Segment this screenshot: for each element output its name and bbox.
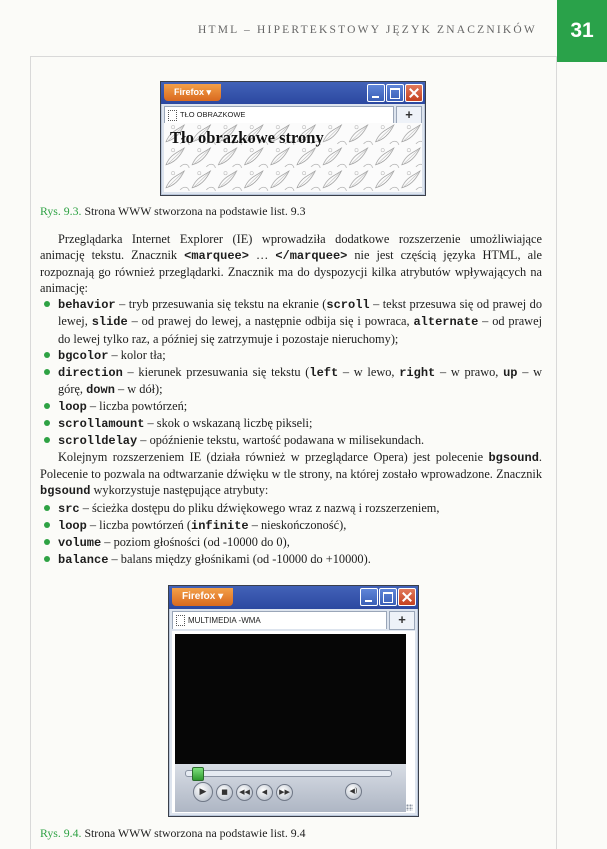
- video-screen[interactable]: [175, 634, 406, 764]
- window-titlebar: [161, 82, 425, 104]
- bullet-icon: [44, 539, 50, 545]
- rewind-icon[interactable]: ◀◀: [236, 784, 253, 801]
- bullet-icon: [44, 369, 50, 375]
- description-text: – kierunek przesuwania się tekstu (: [122, 364, 310, 379]
- code-term: volume: [58, 535, 102, 550]
- bullet-icon: [44, 505, 50, 511]
- attribute-item: [40, 364, 542, 398]
- code-term: scroll: [326, 298, 370, 313]
- attribute-item: [40, 517, 542, 534]
- text: . Polecenie to pozwala na odtwarzanie dźwięku w tle strony, na której zostało wprowadzone. Znacznik: [40, 450, 542, 482]
- code-term: up: [503, 365, 518, 380]
- attribute-item: [40, 347, 542, 364]
- code-term: scrolldelay: [58, 434, 138, 449]
- playback-controls: [193, 782, 293, 802]
- bullet-icon: [44, 301, 50, 307]
- paragraph-marquee: [40, 231, 542, 296]
- attribute-item: [40, 500, 542, 517]
- page-icon: [176, 615, 185, 626]
- tab-row: [164, 106, 422, 123]
- minimize-icon[interactable]: [367, 84, 385, 102]
- volume-icon[interactable]: ◀): [345, 783, 362, 800]
- attribute-item: [40, 432, 542, 449]
- page-heading: Tło obrazkowe strony: [170, 128, 324, 147]
- description-text: – tryb przesuwania się tekstu na ekranie (: [115, 297, 327, 312]
- code-term: loop: [58, 399, 87, 414]
- window-titlebar: [169, 586, 418, 609]
- code-term: slide: [91, 315, 128, 330]
- maximize-icon[interactable]: [386, 84, 404, 102]
- resize-grip-icon[interactable]: [406, 804, 413, 811]
- description-text: – od prawej do lewej tylko raz, a później się zatrzymuje i pozostaje nieruchomy);: [58, 314, 543, 346]
- description-text: – w prawo,: [435, 364, 504, 379]
- description-text: – w lewo,: [338, 364, 400, 379]
- frame-line-right: [556, 56, 557, 849]
- attribute-item: [40, 415, 542, 432]
- bullet-icon: [44, 437, 50, 443]
- description-text: – opóźnienie tekstu, wartość podawana w milisekundach.: [137, 433, 425, 448]
- play-icon[interactable]: ▶: [193, 782, 213, 802]
- bullet-icon: [44, 522, 50, 528]
- attribute-item: [40, 551, 542, 568]
- code-term: infinite: [191, 518, 249, 533]
- new-tab-button[interactable]: +: [389, 611, 415, 630]
- caption-number: Rys. 9.4.: [40, 826, 82, 840]
- firefox-menu-button[interactable]: Firefox ▾: [164, 84, 221, 101]
- new-tab-button[interactable]: +: [396, 106, 422, 124]
- player-controls-bar: [175, 764, 406, 812]
- caption-text: Strona WWW stworzona na podstawie list. 9.3: [84, 204, 306, 218]
- description-text: – tekst przesuwa się od prawej do lewej,: [58, 297, 542, 329]
- page-content: [164, 123, 422, 192]
- figure-background-window: [160, 81, 426, 196]
- running-title: HTML – HIPERTEKSTOWY JĘZYK ZNACZNIKÓW: [197, 24, 537, 36]
- code-term: loop: [58, 518, 87, 533]
- text: Przeglądarka Internet Explorer (IE) wprowadziła dodatkowe rozszerzenie umożliwiające animację tekstu. Znacznik: [40, 232, 542, 263]
- paragraph-bgsound: [40, 449, 542, 499]
- figure-caption-1: [40, 204, 305, 219]
- code-term: direction: [58, 365, 123, 380]
- code-marquee-open: <marquee>: [184, 249, 249, 264]
- bgsound-attribute-list: [40, 500, 542, 568]
- frame-line-top: [30, 56, 556, 57]
- body-text: [40, 231, 542, 568]
- frame-line-left: [30, 56, 31, 849]
- code-term: alternate: [413, 315, 479, 330]
- page-number: 31: [557, 0, 607, 62]
- browser-tab[interactable]: [172, 611, 387, 629]
- code-term: behavior: [58, 298, 116, 313]
- figure-multimedia-window: [168, 585, 419, 817]
- code-term: right: [399, 365, 436, 380]
- page-icon: [168, 110, 177, 121]
- description-text: – skok o wskazaną liczbę pikseli;: [144, 416, 313, 431]
- code-term: src: [58, 501, 80, 516]
- caption-number: Rys. 9.3.: [40, 204, 82, 218]
- description-text: – nieskończoność),: [248, 517, 347, 532]
- bullet-icon: [44, 420, 50, 426]
- code-marquee-close: </marquee>: [275, 249, 348, 264]
- text: Kolejnym rozszerzeniem IE (działa również w przeglądarce Opera) jest polecenie: [58, 450, 489, 465]
- stop-icon[interactable]: ■: [216, 784, 233, 801]
- description-text: – w górę,: [58, 364, 542, 396]
- previous-icon[interactable]: ◀: [256, 784, 273, 801]
- browser-tab[interactable]: [164, 106, 394, 123]
- bullet-icon: [44, 403, 50, 409]
- code-term: down: [86, 382, 115, 397]
- code-bgsound: bgsound: [40, 484, 91, 499]
- media-player: [172, 631, 415, 813]
- close-icon[interactable]: [405, 84, 423, 102]
- caption-text: Strona WWW stworzona na podstawie list. 9.4: [84, 826, 306, 840]
- close-icon[interactable]: [398, 588, 416, 606]
- description-text: – ścieżka dostępu do pliku dźwiękowego wraz z nazwą i rozszerzeniem,: [79, 500, 440, 515]
- text: nie jest częścią języka HTML, ale rozpoznają go również przeglądarki. Znacznik ma do dyspozycji kilka atrybutów wpływających na animację:: [40, 248, 542, 296]
- attribute-item: [40, 296, 542, 346]
- description-text: – w dół);: [114, 381, 163, 396]
- description-text: – liczba powtórzeń (: [86, 517, 192, 532]
- description-text: – liczba powtórzeń;: [86, 398, 188, 413]
- tab-title: TŁO OBRAZKOWE: [180, 110, 246, 119]
- code-term: left: [309, 365, 339, 380]
- code-term: scrollamount: [58, 417, 145, 432]
- code-term: balance: [58, 552, 109, 567]
- text: wykorzystuje następujące atrybuty:: [90, 483, 269, 498]
- text: …: [248, 248, 276, 263]
- figure-caption-2: [40, 826, 305, 841]
- marquee-attribute-list: [40, 296, 542, 449]
- attribute-item: [40, 534, 542, 551]
- code-bgsound: bgsound: [488, 451, 539, 466]
- minimize-icon[interactable]: [360, 588, 378, 606]
- description-text: – kolor tła;: [108, 347, 166, 362]
- tab-title: MULTIMEDIA -WMA: [188, 616, 261, 625]
- window-controls: [360, 588, 416, 606]
- firefox-menu-button[interactable]: Firefox ▾: [172, 588, 233, 606]
- code-term: bgcolor: [58, 348, 109, 363]
- seek-thumb[interactable]: [192, 767, 204, 781]
- bullet-icon: [44, 352, 50, 358]
- seek-bar[interactable]: [185, 770, 392, 777]
- maximize-icon[interactable]: [379, 588, 397, 606]
- bullet-icon: [44, 556, 50, 562]
- description-text: – balans między głośnikami (od -10000 do +10000).: [108, 551, 371, 566]
- description-text: – od prawej do lewej, a następnie odbija się i powraca,: [127, 314, 414, 329]
- description-text: – poziom głośności (od -10000 do 0),: [101, 534, 290, 549]
- running-header: [0, 0, 607, 60]
- fast-forward-icon[interactable]: ▶▶: [276, 784, 293, 801]
- tab-row: [172, 611, 415, 629]
- window-controls: [367, 84, 423, 102]
- attribute-item: [40, 398, 542, 415]
